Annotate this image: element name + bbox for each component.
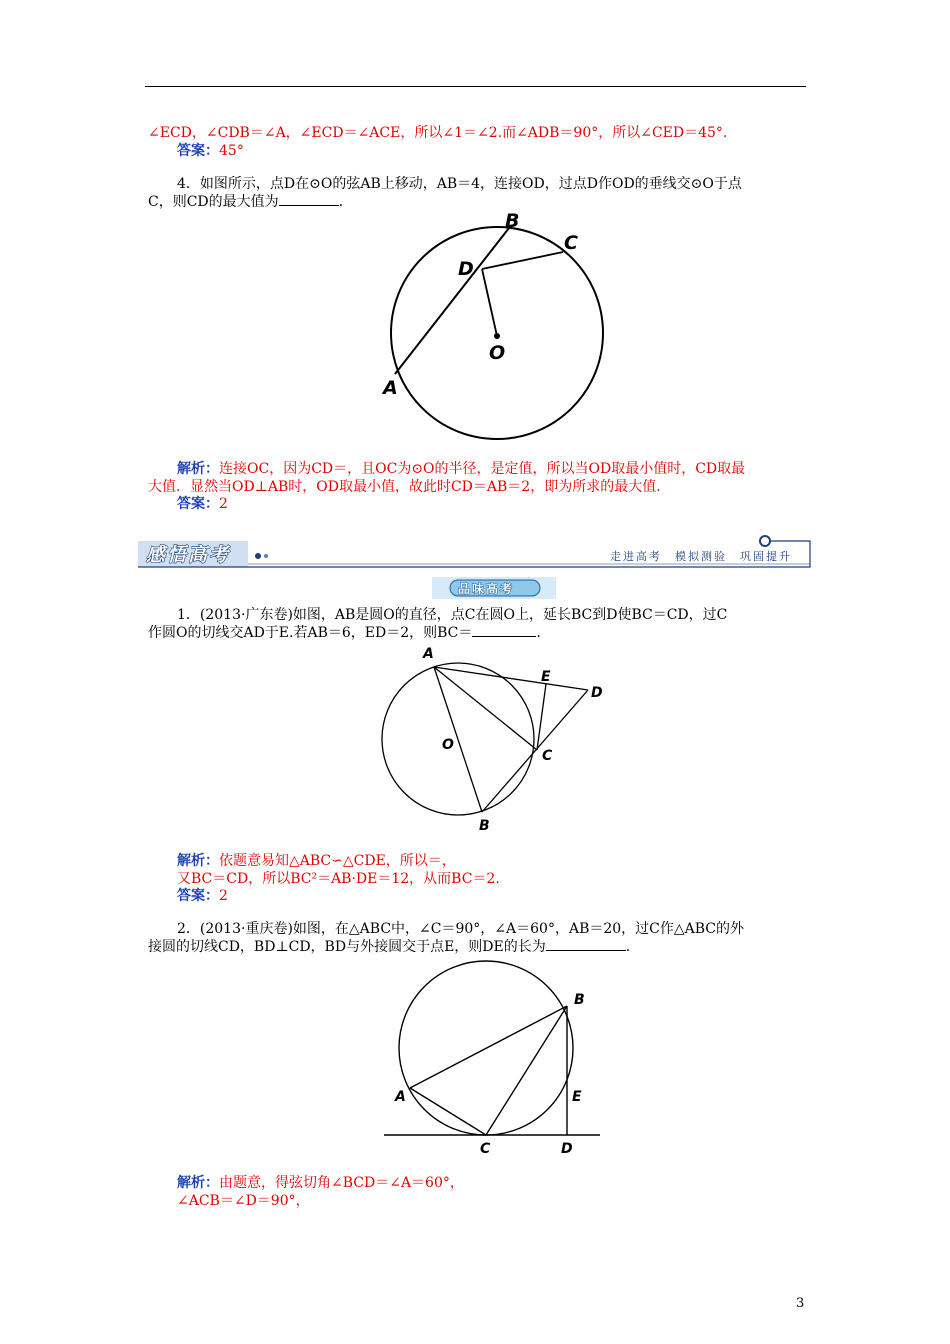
p1-label-e: E <box>541 669 551 685</box>
answer-value: 2 <box>219 496 228 512</box>
q4-label-o: O <box>489 342 506 364</box>
q4-text-line2: C，则CD的最大值为 . <box>148 194 344 210</box>
p2-segment-ab <box>410 1006 567 1088</box>
p2-label-a: A <box>395 1089 406 1105</box>
q4-center-point <box>494 333 500 339</box>
answer-value: 45° <box>219 143 244 159</box>
answer-blank <box>472 624 536 637</box>
p2-segment-bc <box>486 1006 567 1135</box>
q4-label-a: A <box>383 377 398 399</box>
p1-solution-line1: 解析：依题意易知△ABC∽△CDE，所以＝， <box>177 853 456 869</box>
p2-segment-ac <box>410 1088 486 1135</box>
banner-right-text: 走进高考 模拟测验 巩固提升 <box>610 550 792 563</box>
q4-solution-line1: 解析：连接OC，因为CD＝，且OC为⊙O的半径，是定值，所以当OD取最小值时，CD取最 <box>177 461 746 477</box>
p2-figure <box>384 961 600 1135</box>
p2-labels <box>394 992 585 1157</box>
p2-text-line2: 接圆的切线CD，BD⊥CD，BD与外接圆交于点E，则DE的长为 . <box>148 939 631 955</box>
p2-label-e: E <box>572 1089 582 1105</box>
q4-solution-line2: 大值．显然当OD⊥AB时，OD取最小值，故此时CD＝AB＝2，即为所求的最大值. <box>148 479 661 495</box>
p2-solution-line2: ∠ACB＝∠D＝90°， <box>177 1193 310 1209</box>
answer-label: 答案： <box>177 143 219 159</box>
p1-label-a: A <box>423 646 434 662</box>
banner-dot <box>255 553 261 559</box>
p1-segment-bd <box>482 690 588 812</box>
q4-label-c: C <box>564 232 578 254</box>
p1-text-line1: 1．(2013·广东卷)如图，AB是圆O的直径，点C在圆O上，延长BC到D使BC＝CD，过C <box>177 607 728 623</box>
p2-label-b: B <box>574 992 585 1008</box>
p1-label-b: B <box>479 818 490 834</box>
p1-label-o: O <box>442 737 454 753</box>
banner-swirl-icon <box>760 536 770 546</box>
subtitle-text: 品味高考 <box>458 582 515 596</box>
q4-segment-dc <box>482 252 563 269</box>
p1-labels <box>422 646 603 834</box>
q4-segment-od <box>482 269 497 336</box>
p1-solution-line2: 又BC＝CD，所以BC²＝AB·DE＝12，从而BC＝2. <box>177 871 500 887</box>
solution-label: 解析： <box>177 853 219 869</box>
p2-label-c: C <box>480 1141 491 1157</box>
answer-blank <box>546 938 626 951</box>
section-banner <box>138 536 810 567</box>
p1-text-line2: 作圆O的切线交AD于E.若AB＝6，ED＝2，则BC＝ . <box>148 625 541 641</box>
p2-solution-line1: 解析：由题意，得弦切角∠BCD＝∠A＝60°， <box>177 1175 464 1191</box>
q4-labels <box>381 210 578 399</box>
p1-label-c: C <box>542 748 553 764</box>
p2-label-d: D <box>561 1141 573 1157</box>
solution-label: 解析： <box>177 1175 219 1191</box>
banner-dot <box>264 554 268 558</box>
q4-answer <box>177 495 228 513</box>
answer-label: 答案： <box>177 888 219 904</box>
prev-solution-line: ∠ECD，∠CDB＝∠A，∠ECD＝∠ACE，所以∠1＝∠2.而∠ADB＝90°，所以∠CED＝45°. <box>148 125 728 141</box>
q4-text-line1: 4．如图所示，点D在⊙O的弦AB上移动，AB＝4，连接OD，过点D作OD的垂线交⊙O于点 <box>177 176 742 192</box>
q4-label-b: B <box>505 210 520 232</box>
p1-label-d: D <box>591 685 603 701</box>
p2-text-line1: 2．(2013·重庆卷)如图，在△ABC中，∠C＝90°，∠A＝60°，AB＝20，过C作△ABC的外 <box>177 921 745 937</box>
q4-figure <box>391 227 603 439</box>
p1-figure <box>382 663 588 815</box>
answer-value: 2 <box>219 888 228 904</box>
p1-answer <box>177 887 228 905</box>
p1-segment-ad <box>434 667 588 690</box>
solution-label: 解析： <box>177 461 219 477</box>
banner-title: 感悟高考 <box>146 544 231 566</box>
page-number: 3 <box>796 1296 805 1311</box>
q4-label-d: D <box>458 258 474 280</box>
answer-label: 答案： <box>177 496 219 512</box>
subtitle-badge <box>432 577 556 599</box>
